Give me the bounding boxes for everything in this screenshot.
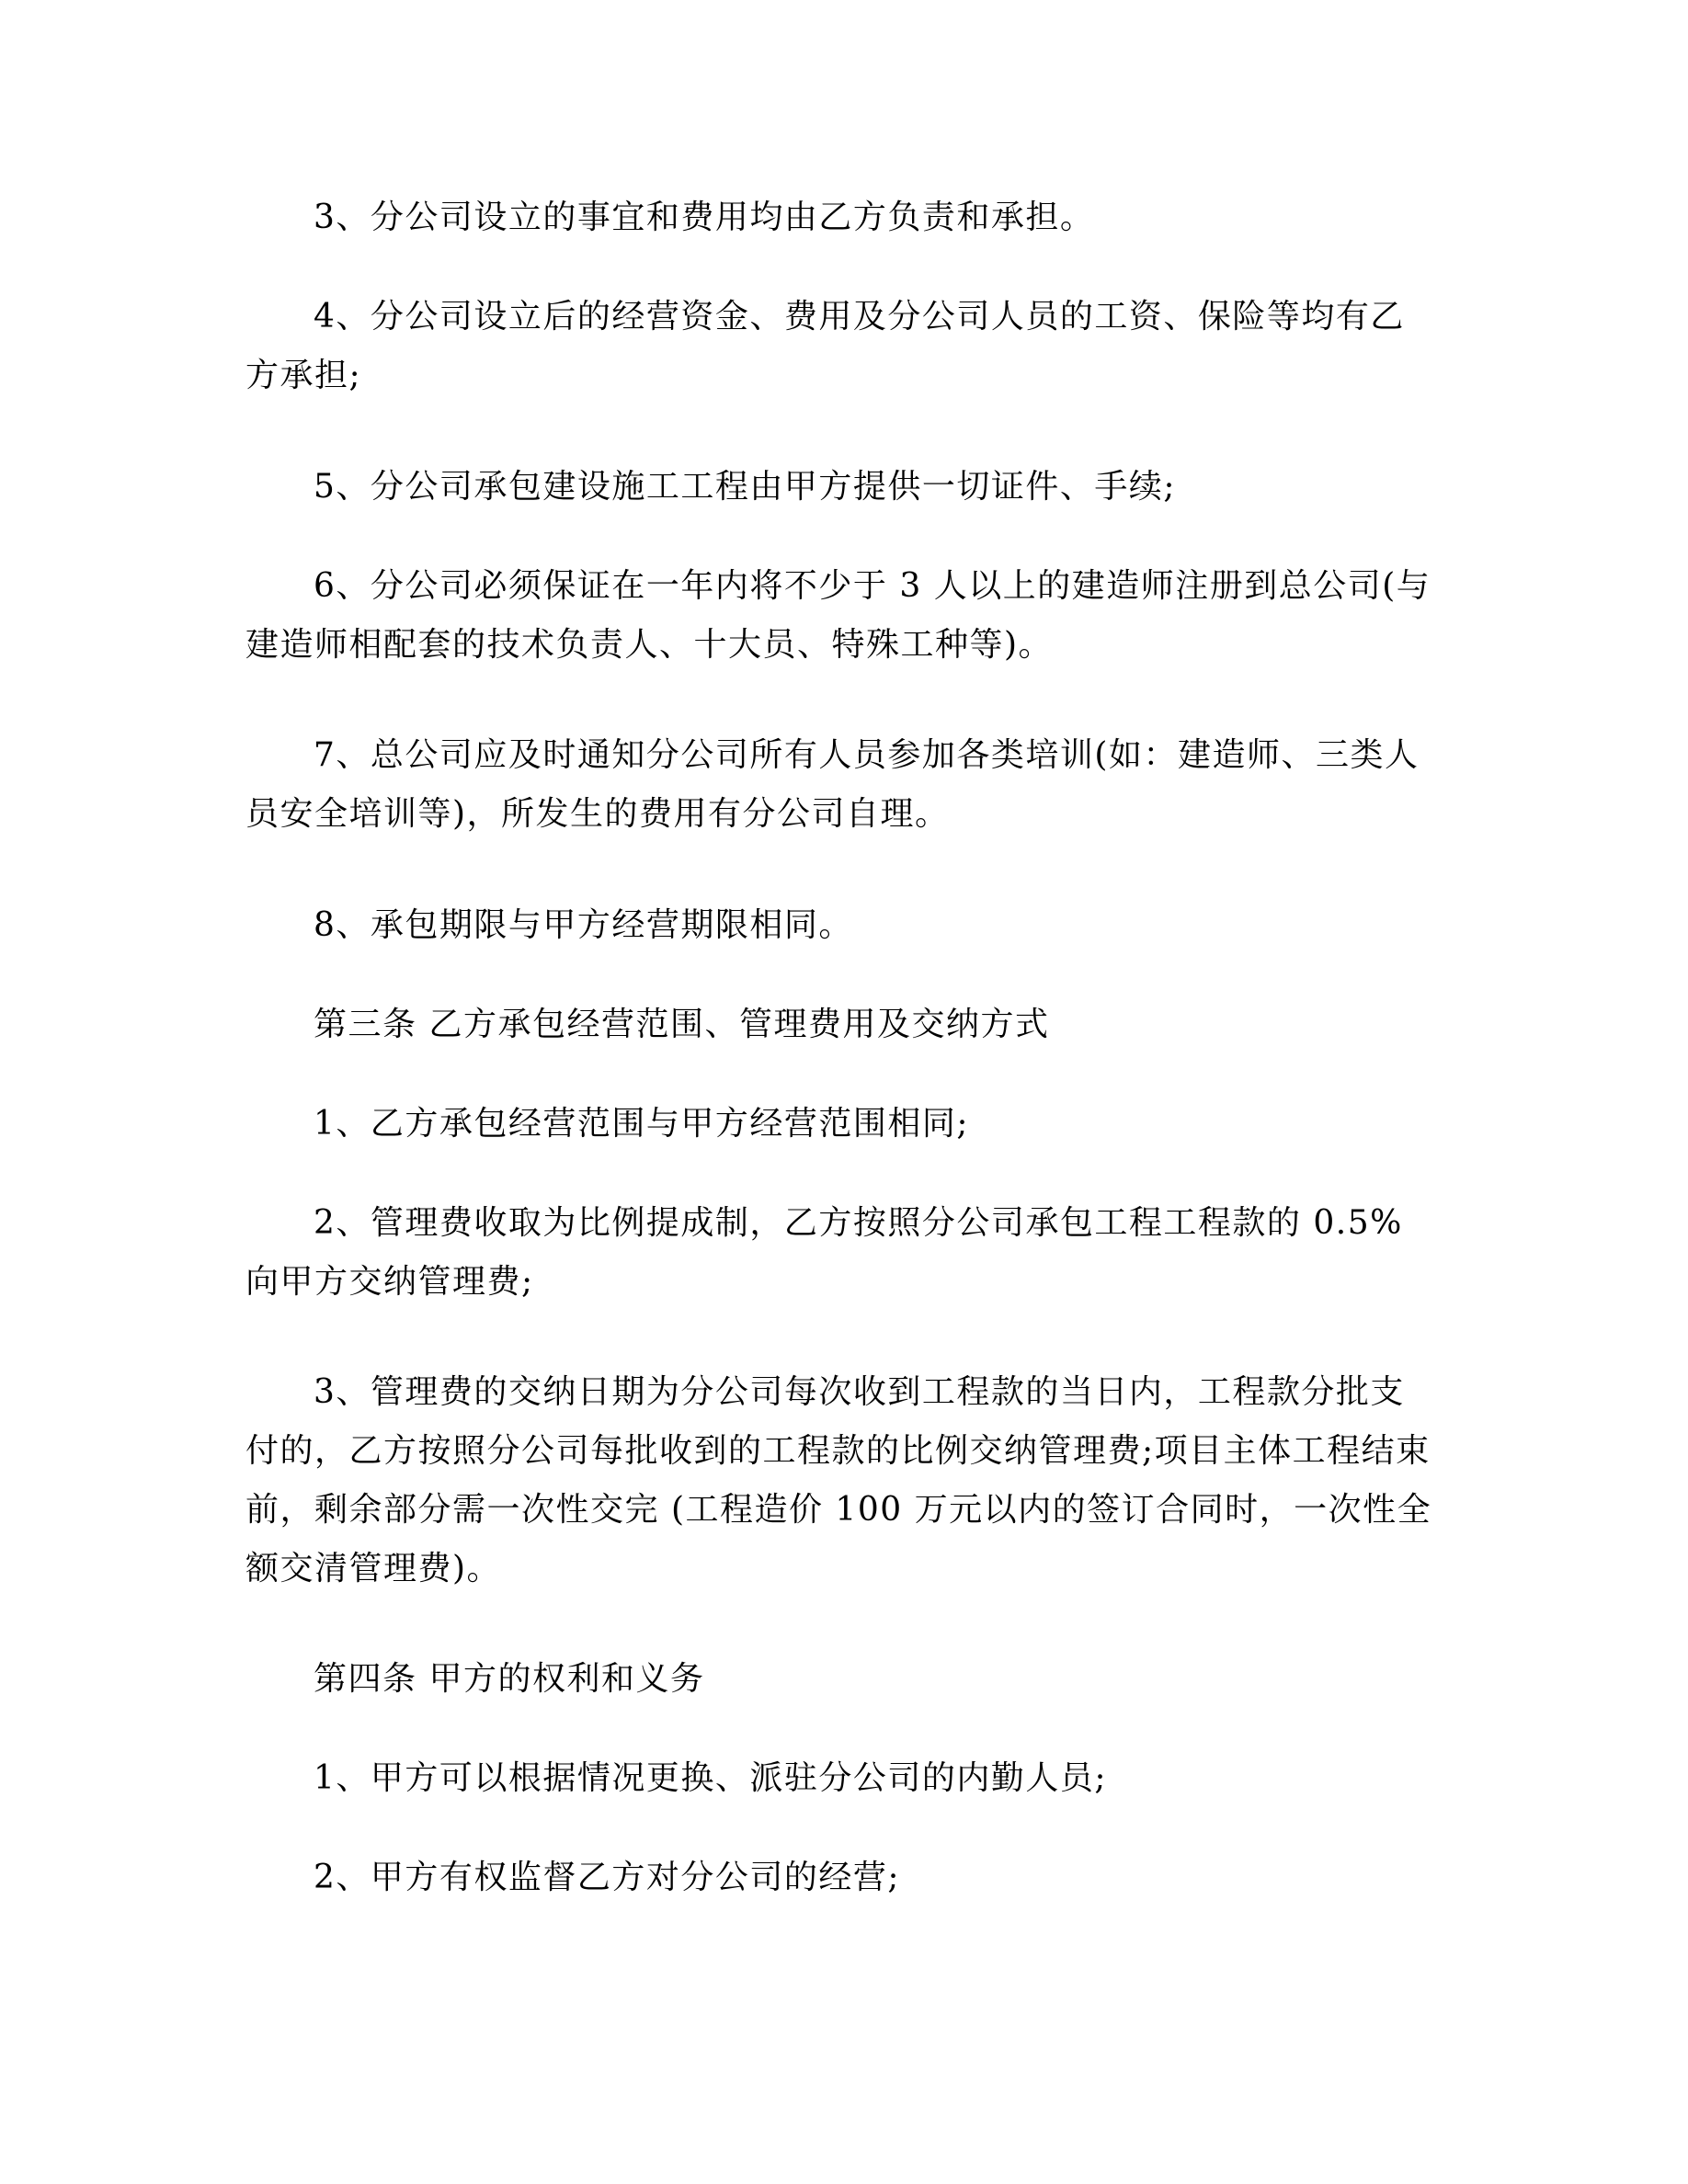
paragraph-item-6: 6、分公司必须保证在一年内将不少于 3 人以上的建造师注册到总公司(与建造师相配套的技术负责人、十大员、特殊工种等)。 <box>245 567 1431 664</box>
paragraph-item-7: 7、总公司应及时通知分公司所有人员参加各类培训(如：建造师、三类人员安全培训等)，所发生的费用有分公司自理。 <box>245 736 1420 833</box>
paragraph-item-5: 5、分公司承包建设施工工程由甲方提供一切证件、手续; <box>314 468 1177 506</box>
paragraph-article3-item-1: 1、乙方承包经营范围与甲方经营范围相同; <box>314 1105 970 1143</box>
section-heading-article-3: 第三条 乙方承包经营范围、管理费用及交纳方式 <box>314 1006 1050 1043</box>
paragraph-article3-item-2: 2、管理费收取为比例提成制，乙方按照分公司承包工程工程款的 0.5%向甲方交纳管理费; <box>245 1204 1403 1301</box>
paragraph-article4-item-2: 2、甲方有权监督乙方对分公司的经营; <box>314 1859 901 1896</box>
paragraph-item-3: 3、分公司设立的事宜和费用均由乙方负责和承担。 <box>314 199 1095 236</box>
paragraph-item-4: 4、分公司设立后的经营资金、费用及分公司人员的工资、保险等均有乙方承担; <box>245 298 1405 394</box>
paragraph-item-8: 8、承包期限与甲方经营期限相同。 <box>314 906 853 944</box>
section-heading-article-4: 第四条 甲方的权利和义务 <box>314 1660 705 1698</box>
paragraph-article4-item-1: 1、甲方可以根据情况更换、派驻分公司的内勤人员; <box>314 1759 1108 1797</box>
paragraph-article3-item-3: 3、管理费的交纳日期为分公司每次收到工程款的当日内，工程款分批支付的，乙方按照分公司每批收到的工程款的比例交纳管理费;项目主体工程结束前，剩余部分需一次性交完 (工程造价 100 万元以内的签订合同时，一次性全额交清管理费)。 <box>245 1373 1432 1587</box>
